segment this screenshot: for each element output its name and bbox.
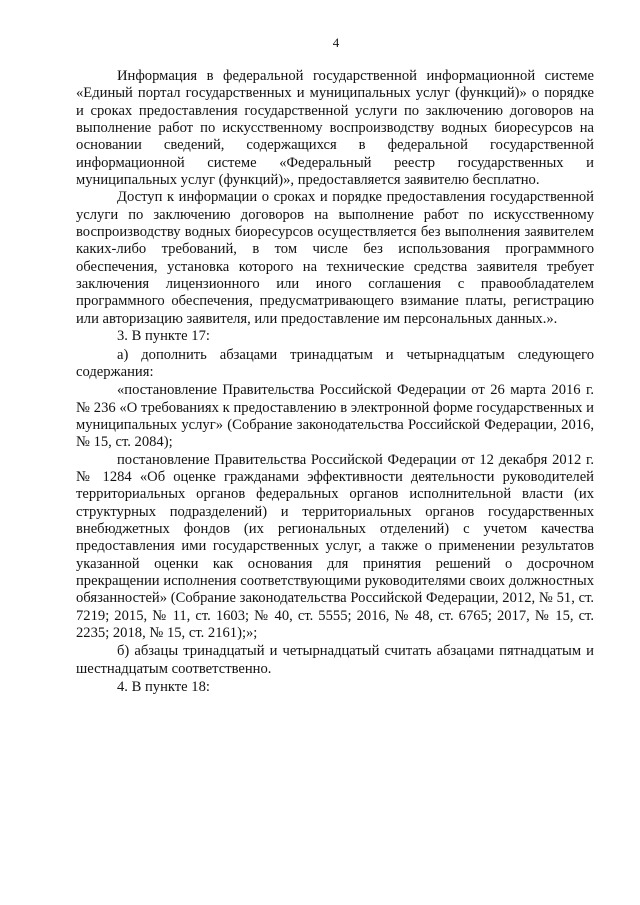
paragraph-subitem-a: а) дополнить абзацами тринадцатым и четырнадцатым следующего содержания: [76, 346, 594, 380]
paragraph-portal-info: Информация в федеральной государственной информационной системе «Единый портал государственных и муниципальных услуг (функций)» о порядке и сроках предоставления государственной услуги по заключению договоров на выполнение работ по искусственному воспроизводству водных биоресурсов на основании сведений, содержащихся в федеральной государственной информационной системе «Федеральный реестр государственных и муниципальных услуг (функций)», предоставляется заявителю бесплатно. [76, 68, 594, 189]
paragraph-subitem-b: б) абзацы тринадцатый и четырнадцатый считать абзацами пятнадцатым и шестнадцатым соответственно. [76, 643, 594, 677]
paragraph-resolution-1284: постановление Правительства Российской Федерации от 12 декабря 2012 г. № 1284 «Об оценке гражданами эффективности деятельности руководителей территориальных органов федеральных органов исполнительной власти (их структурных подразделений) и территориальных органов государственных внебюджетных фондов (их региональных отделений) с учетом качества предоставления ими государственных услуг, а также о применении результатов указанной оценки как основания для принятия решений о досрочном прекращении исполнения соответствующими руководителями своих должностных обязанностей» (Собрание законодательства Российской Федерации, 2012, № 51, ст. 7219; 2015, № 11, ст. 1603; № 40, ст. 5555; 2016, № 48, ст. 6765; 2017, № 15, ст. 2235; 2018, № 15, ст. 2161);»; [76, 451, 594, 641]
page-number: 4 [332, 35, 340, 50]
paragraph-resolution-236: «постановление Правительства Российской Федерации от 26 марта 2016 г. № 236 «О требованиях к предоставлению в электронной форме государственных и муниципальных услуг» (Собрание законодательства Российской Федерации, 2016, № 15, ст. 2084); [76, 382, 594, 451]
paragraph-item-4: 4. В пункте 18: [117, 679, 210, 696]
paragraph-access-info: Доступ к информации о сроках и порядке предоставления государственной услуги по заключению договоров на выполнение работ по искусственному воспроизводству водных биоресурсов осуществляется без выполнения заявителем каких-либо требований, в том числе без использования программного обеспечения, установка которого на технические средства заявителя требует заключения лицензионного или иного соглашения с правообладателем программного обеспечения, предусматривающего взимание платы, регистрацию или авторизацию заявителя, или предоставление им персональных данных.». [76, 189, 594, 327]
document-body [76, 68, 594, 696]
paragraph-item-3: 3. В пункте 17: [117, 328, 210, 345]
